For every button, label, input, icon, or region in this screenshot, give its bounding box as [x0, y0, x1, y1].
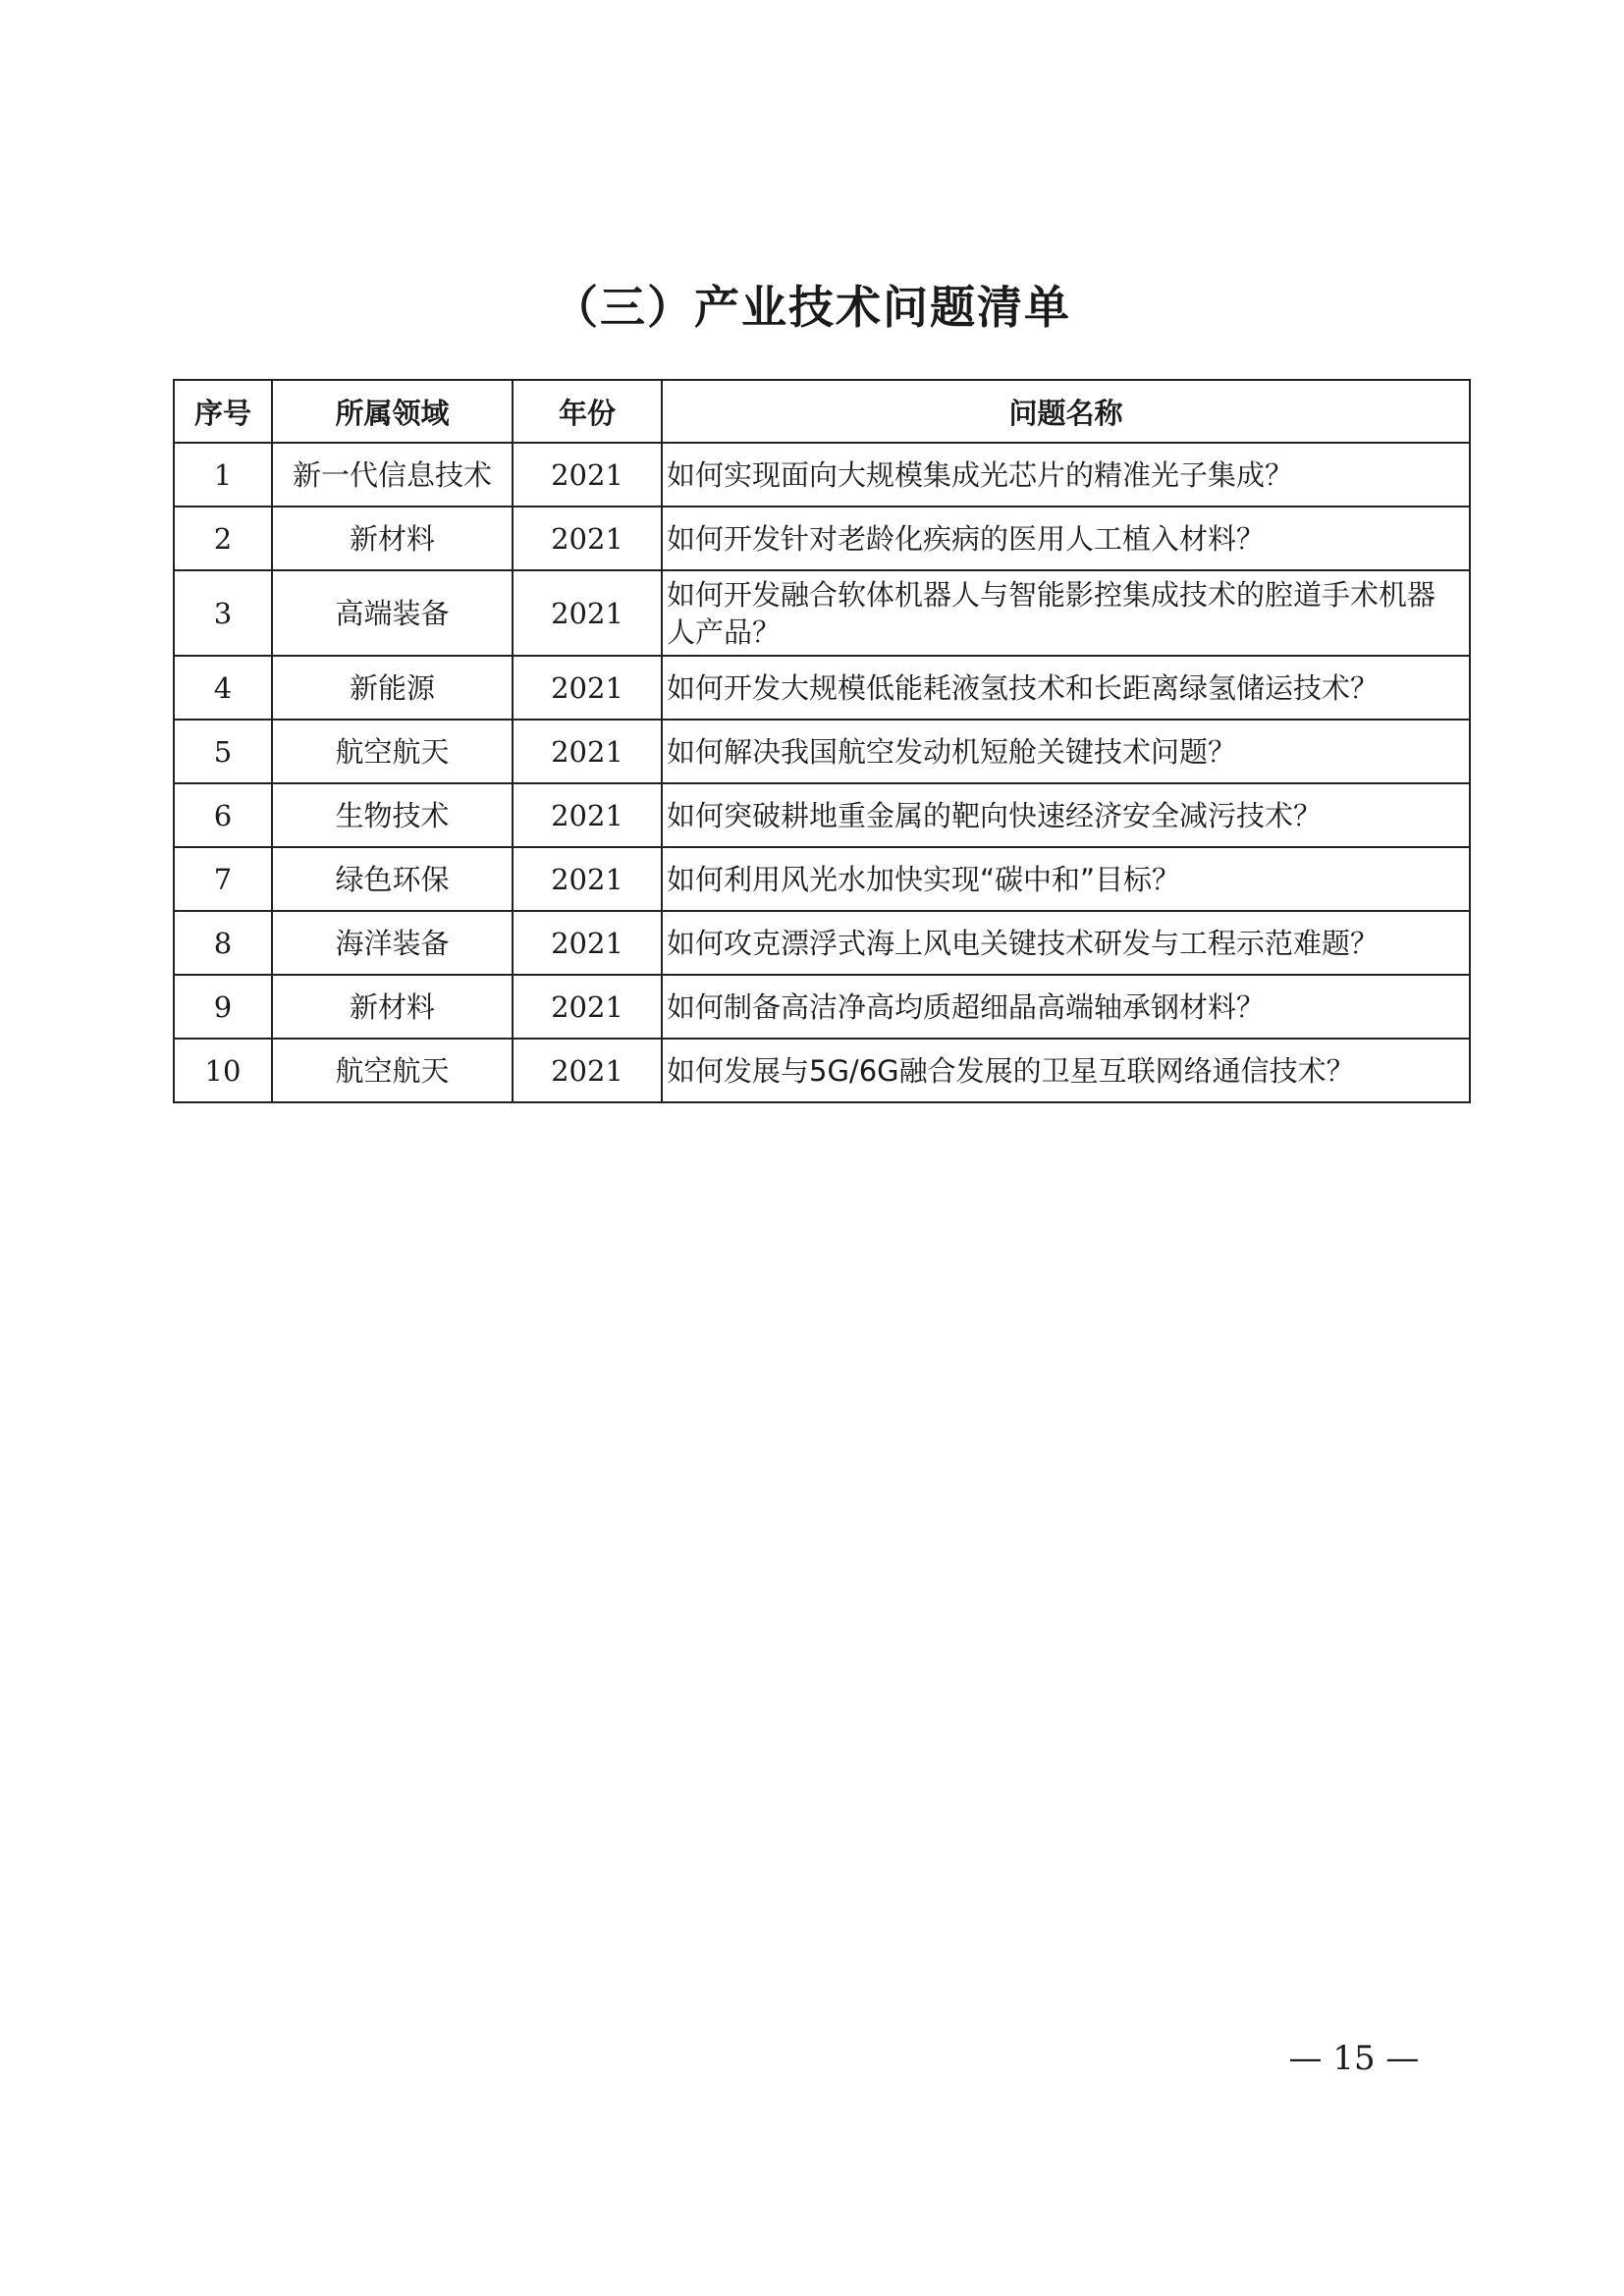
page-title: （三）产业技术问题清单 — [553, 281, 1071, 334]
table-row — [174, 911, 1470, 975]
table-row — [174, 720, 1470, 783]
row-year: 2021 — [513, 720, 662, 783]
header-index: 序号 — [174, 380, 272, 443]
row-issue: 如何开发大规模低能耗液氢技术和长距离绿氢储运技术？ — [662, 656, 1470, 720]
row-domain: 航空航天 — [272, 720, 513, 783]
row-index: 6 — [174, 783, 272, 847]
table-row — [174, 570, 1470, 656]
page-number: — 15 — — [1288, 2039, 1420, 2078]
row-year: 2021 — [513, 1039, 662, 1102]
table-row — [174, 847, 1470, 911]
row-domain: 航空航天 — [272, 1039, 513, 1102]
row-index: 2 — [174, 507, 272, 570]
row-issue: 如何突破耕地重金属的靶向快速经济安全减污技术？ — [662, 783, 1470, 847]
table-row — [174, 656, 1470, 720]
row-year: 2021 — [513, 975, 662, 1039]
row-domain: 绿色环保 — [272, 847, 513, 911]
header-year: 年份 — [513, 380, 662, 443]
row-year: 2021 — [513, 507, 662, 570]
table-row — [174, 1039, 1470, 1102]
row-issue: 如何开发针对老龄化疾病的医用人工植入材料？ — [662, 507, 1470, 570]
table-row — [174, 507, 1470, 570]
row-issue: 如何实现面向大规模集成光芯片的精准光子集成？ — [662, 443, 1470, 507]
row-domain: 生物技术 — [272, 783, 513, 847]
row-issue: 如何利用风光水加快实现“碳中和”目标？ — [662, 847, 1470, 911]
row-index: 9 — [174, 975, 272, 1039]
row-year: 2021 — [513, 911, 662, 975]
row-domain: 新材料 — [272, 507, 513, 570]
row-issue: 如何制备高洁净高均质超细晶高端轴承钢材料？ — [662, 975, 1470, 1039]
header-domain: 所属领域 — [272, 380, 513, 443]
row-index: 3 — [174, 570, 272, 656]
header-issue: 问题名称 — [662, 380, 1470, 443]
row-year: 2021 — [513, 656, 662, 720]
row-index: 4 — [174, 656, 272, 720]
row-year: 2021 — [513, 443, 662, 507]
row-domain: 海洋装备 — [272, 911, 513, 975]
table-header-row — [174, 380, 1470, 443]
row-index: 7 — [174, 847, 272, 911]
row-domain: 新一代信息技术 — [272, 443, 513, 507]
table-row — [174, 783, 1470, 847]
table-row — [174, 443, 1470, 507]
row-issue: 如何发展与5G/6G融合发展的卫星互联网络通信技术？ — [662, 1039, 1470, 1102]
row-index: 8 — [174, 911, 272, 975]
row-domain: 新材料 — [272, 975, 513, 1039]
row-year: 2021 — [513, 570, 662, 656]
issue-table — [173, 379, 1471, 1103]
row-index: 10 — [174, 1039, 272, 1102]
row-index: 1 — [174, 443, 272, 507]
table-row — [174, 975, 1470, 1039]
row-domain: 高端装备 — [272, 570, 513, 656]
row-domain: 新能源 — [272, 656, 513, 720]
row-year: 2021 — [513, 783, 662, 847]
row-index: 5 — [174, 720, 272, 783]
row-year: 2021 — [513, 847, 662, 911]
row-issue: 如何攻克漂浮式海上风电关键技术研发与工程示范难题？ — [662, 911, 1470, 975]
row-issue: 如何解决我国航空发动机短舱关键技术问题？ — [662, 720, 1470, 783]
row-issue: 如何开发融合软体机器人与智能影控集成技术的腔道手术机器人产品？ — [662, 570, 1470, 656]
